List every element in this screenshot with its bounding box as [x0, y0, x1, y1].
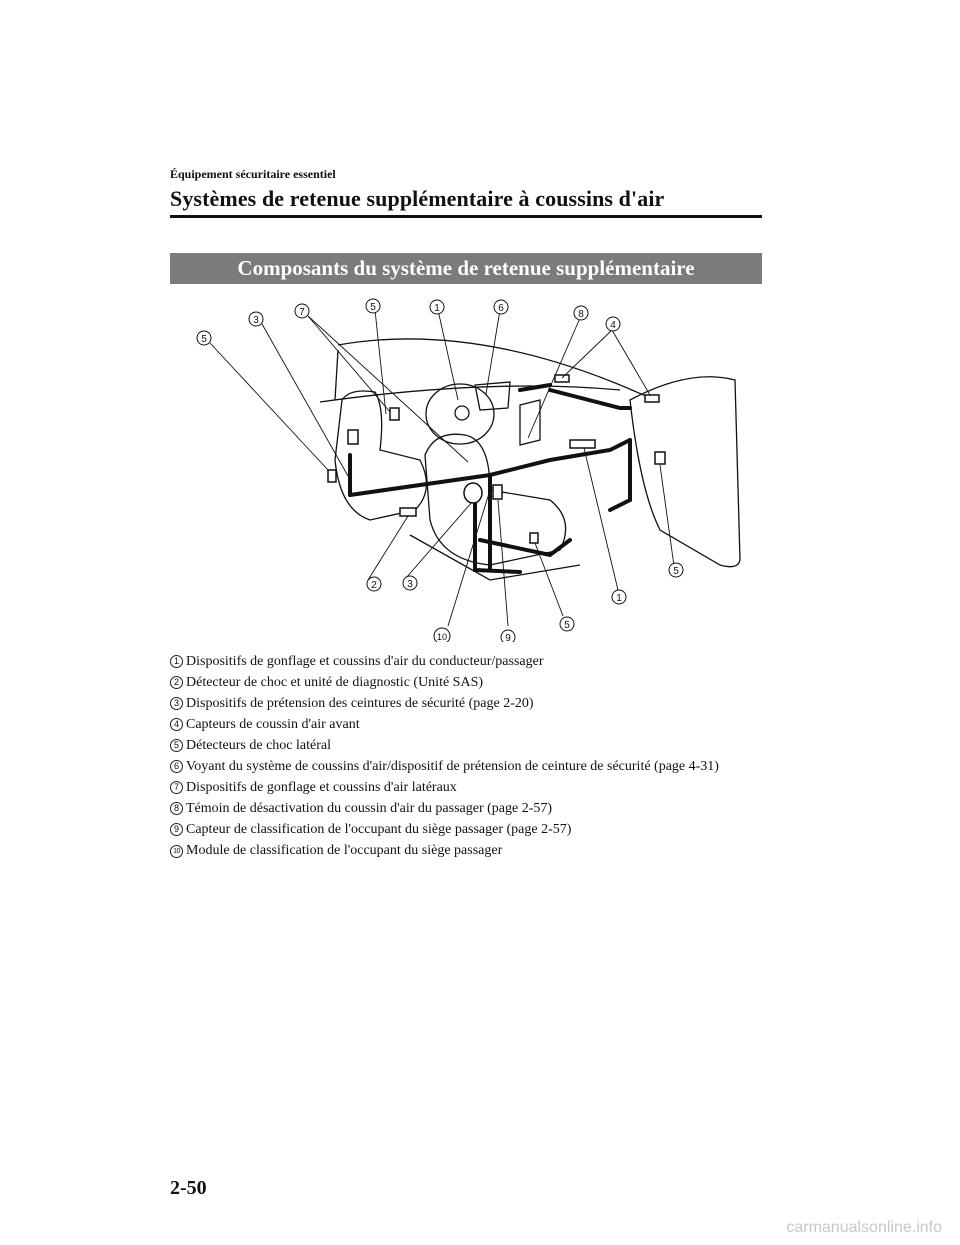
center-console — [520, 400, 540, 445]
seat-belt-pretensioner — [464, 483, 482, 503]
callout-label: 6 — [498, 303, 504, 314]
legend-text: Témoin de désactivation du coussin d'air du passager (page 2-57) — [186, 801, 553, 816]
driver-seat-airbag — [348, 430, 358, 444]
legend-text: Module de classification de l'occupant du siège passager — [186, 843, 503, 858]
callout-label: 5 — [201, 334, 207, 345]
legend-text: Capteurs de coussin d'air avant — [186, 717, 360, 732]
callout-label: 1 — [434, 303, 440, 314]
callout-label: 5 — [370, 302, 376, 313]
legend-number: 9 — [170, 823, 183, 836]
title-divider — [170, 215, 762, 218]
callout-label: 3 — [253, 315, 259, 326]
srs-components-diagram — [190, 290, 750, 642]
sas-unit — [400, 508, 416, 516]
callout-label: 5 — [673, 566, 679, 577]
dashboard-top — [320, 386, 620, 402]
legend-item — [170, 672, 770, 693]
legend-number: 1 — [170, 655, 183, 668]
legend-number: 5 — [170, 739, 183, 752]
legend-item — [170, 756, 770, 777]
callout-label: 4 — [610, 320, 616, 331]
side-impact-sensor-left — [328, 470, 336, 482]
legend-number: 2 — [170, 676, 183, 689]
steering-hub — [455, 406, 469, 420]
callout-label: 10 — [436, 632, 448, 642]
page-number: 2-50 — [170, 1177, 207, 1199]
callout-label: 3 — [407, 579, 413, 590]
legend-text: Voyant du système de coussins d'air/dispositif de prétension de ceinture de sécurité (page 4-31) — [186, 759, 719, 774]
driver-side-airbag-module — [390, 408, 399, 420]
legend-number: 6 — [170, 760, 183, 773]
legend-number: 7 — [170, 781, 183, 794]
legend-item — [170, 735, 770, 756]
component-legend — [170, 651, 770, 861]
side-impact-sensor-door — [655, 452, 665, 464]
front-airbag-sensor-1 — [555, 375, 569, 382]
callout-label: 2 — [371, 580, 377, 591]
callout-label: 9 — [505, 633, 511, 642]
legend-text: Dispositifs de gonflage et coussins d'air latéraux — [186, 780, 457, 795]
legend-number: 3 — [170, 697, 183, 710]
legend-text: Dispositifs de gonflage et coussins d'air du conducteur/passager — [186, 654, 544, 669]
section-title-bar — [170, 253, 762, 284]
legend-number: 4 — [170, 718, 183, 731]
legend-item — [170, 777, 770, 798]
callout-label: 8 — [578, 309, 584, 320]
callout-label: 1 — [616, 593, 622, 604]
front-airbag-sensor-2 — [645, 395, 659, 402]
callout-label: 5 — [564, 620, 570, 631]
a-pillar — [335, 350, 338, 400]
breadcrumb: Équipement sécuritaire essentiel — [170, 167, 336, 181]
passenger-airbag-module — [570, 440, 595, 448]
occupant-classification-sensor — [493, 485, 502, 499]
legend-item — [170, 693, 770, 714]
callout-label: 7 — [299, 307, 305, 318]
legend-item — [170, 819, 770, 840]
legend-item — [170, 651, 770, 672]
side-impact-sensor-floor — [530, 533, 538, 543]
legend-text: Dispositifs de prétension des ceintures de sécurité (page 2-20) — [186, 696, 534, 711]
legend-text: Capteur de classification de l'occupant du siège passager (page 2-57) — [186, 822, 572, 837]
legend-text: Détecteurs de choc latéral — [186, 738, 331, 753]
legend-number: 10 — [170, 845, 183, 858]
watermark: carmanualsonline.info — [786, 1219, 942, 1236]
chapter-title: Systèmes de retenue supplémentaire à coussins d'air — [170, 186, 665, 211]
legend-item — [170, 798, 770, 819]
legend-text: Détecteur de choc et unité de diagnostic (Unité SAS) — [186, 675, 484, 690]
leader-lines — [210, 310, 674, 626]
section-title: Composants du système de retenue supplémentaire — [237, 256, 695, 280]
legend-item — [170, 714, 770, 735]
open-door — [630, 377, 740, 567]
legend-item — [170, 840, 770, 861]
legend-number: 8 — [170, 802, 183, 815]
